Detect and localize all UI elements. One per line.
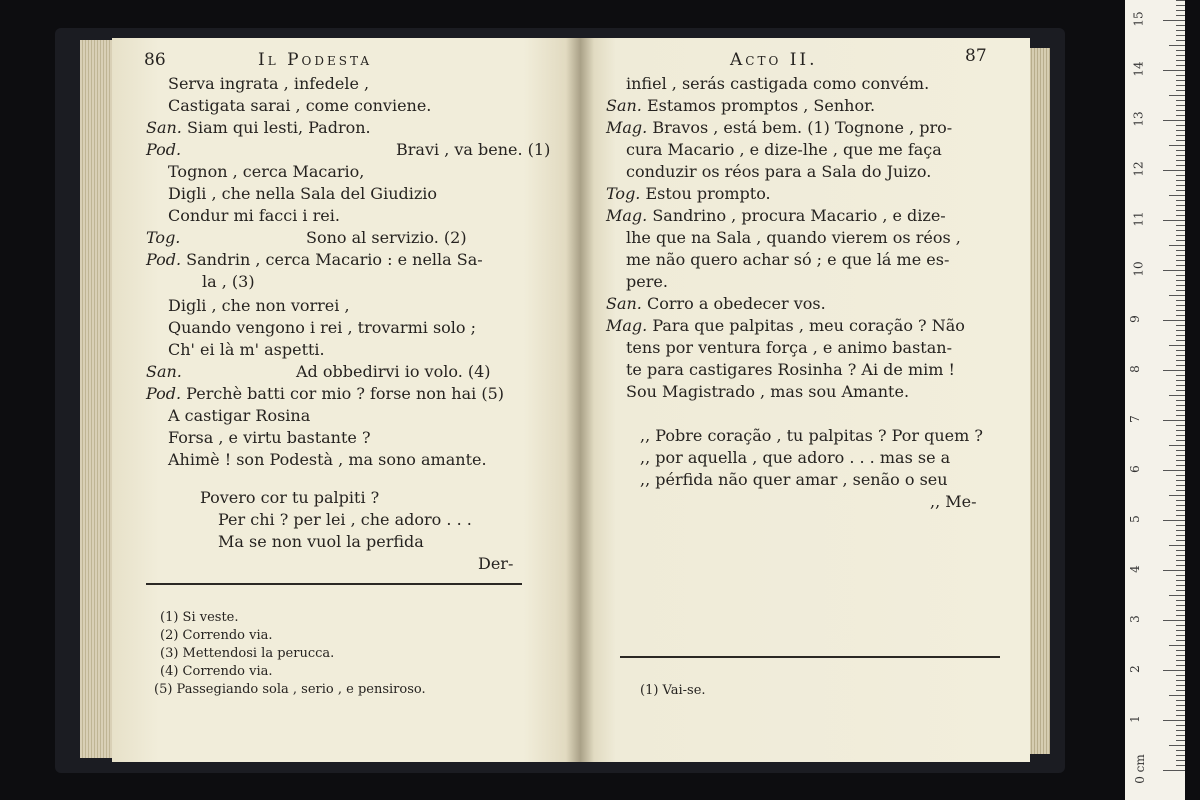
ruler-tick (1169, 295, 1185, 296)
ruler-tick (1169, 145, 1185, 146)
right-footnote-rule (620, 656, 1000, 658)
ruler-tick (1176, 285, 1185, 286)
ruler-tick (1176, 665, 1185, 666)
left-line-21: Ma se non vuol la perfida (218, 532, 424, 551)
left-footnote-1: (1) Si veste. (160, 610, 239, 625)
ruler-tick (1176, 30, 1185, 31)
right-line-14: te para castigares Rosinha ? Ai de mim ! (626, 360, 955, 379)
ruler-tick (1176, 465, 1185, 466)
right-line-10: pere. (626, 272, 668, 291)
left-line-5: Tognon , cerca Macario, (168, 162, 365, 181)
ruler-tick (1176, 5, 1185, 6)
ruler-tick (1176, 185, 1185, 186)
ruler-tick (1169, 645, 1185, 646)
ruler-tick (1169, 195, 1185, 196)
ruler-tick (1176, 765, 1185, 766)
ruler-tick (1176, 0, 1185, 1)
ruler-tick (1176, 385, 1185, 386)
ruler-tick (1176, 585, 1185, 586)
ruler-tick (1176, 160, 1185, 161)
ruler-tick (1176, 335, 1185, 336)
right-line-19: ,, Me- (930, 492, 977, 511)
ruler-tick (1176, 535, 1185, 536)
ruler-tick (1176, 430, 1185, 431)
ruler-tick (1169, 245, 1185, 246)
ruler-tick (1176, 530, 1185, 531)
ruler-tick (1176, 235, 1185, 236)
measuring-ruler (1125, 0, 1185, 800)
ruler-tick (1176, 515, 1185, 516)
ruler-tick (1176, 90, 1185, 91)
left-footnote-4: (4) Correndo via. (160, 664, 273, 679)
left-line-10: la , (3) (202, 272, 255, 291)
left-line-17: Forsa , e virtu bastante ? (168, 428, 371, 447)
ruler-tick (1176, 165, 1185, 166)
ruler-tick (1176, 350, 1185, 351)
ruler-tick (1176, 85, 1185, 86)
ruler-tick (1163, 220, 1185, 221)
ruler-tick (1176, 480, 1185, 481)
ruler-tick (1176, 510, 1185, 511)
ruler-label: 15 (1131, 11, 1146, 27)
ruler-tick (1176, 190, 1185, 191)
ruler-tick (1176, 105, 1185, 106)
ruler-tick (1176, 225, 1185, 226)
ruler-tick (1176, 255, 1185, 256)
ruler-tick (1163, 620, 1185, 621)
ruler-tick (1176, 150, 1185, 151)
ruler-tick (1176, 450, 1185, 451)
ruler-tick (1176, 650, 1185, 651)
left-line-8: Tog. Sono al servizio. (2) (146, 228, 467, 247)
ruler-tick (1163, 770, 1185, 771)
right-line-12: Mag. Para que palpitas , meu coração ? Não (606, 316, 965, 335)
ruler-tick (1176, 600, 1185, 601)
ruler-tick (1176, 415, 1185, 416)
ruler-tick (1176, 760, 1185, 761)
left-line-22: Der- (478, 554, 514, 573)
ruler-tick (1176, 180, 1185, 181)
ruler-tick (1176, 305, 1185, 306)
ruler-tick (1163, 370, 1185, 371)
right-page (580, 38, 1030, 762)
ruler-tick (1176, 390, 1185, 391)
ruler-tick (1176, 110, 1185, 111)
ruler-tick (1176, 55, 1185, 56)
ruler-tick (1169, 445, 1185, 446)
left-line-7: Condur mi facci i rei. (168, 206, 340, 225)
ruler-tick (1176, 435, 1185, 436)
left-line-16: A castigar Rosina (168, 406, 311, 425)
ruler-tick (1176, 460, 1185, 461)
ruler-tick (1176, 675, 1185, 676)
right-line-8: lhe que na Sala , quando vierem os réos , (626, 228, 961, 247)
right-line-13: tens por ventura força , e animo bastan- (626, 338, 952, 357)
left-line-11: Digli , che non vorrei , (168, 296, 350, 315)
ruler-tick (1176, 300, 1185, 301)
ruler-tick (1176, 750, 1185, 751)
ruler-tick (1176, 565, 1185, 566)
left-line-18: Ahimè ! son Podestà , ma sono amante. (168, 450, 487, 469)
ruler-tick (1176, 725, 1185, 726)
ruler-tick (1176, 690, 1185, 691)
ruler-tick (1169, 745, 1185, 746)
ruler-tick (1176, 630, 1185, 631)
ruler-tick (1176, 330, 1185, 331)
ruler-tick (1176, 290, 1185, 291)
ruler-tick (1176, 50, 1185, 51)
ruler-tick (1176, 215, 1185, 216)
ruler-tick (1176, 455, 1185, 456)
ruler-tick (1176, 75, 1185, 76)
ruler-tick (1169, 95, 1185, 96)
ruler-tick (1176, 125, 1185, 126)
ruler-tick (1169, 395, 1185, 396)
ruler-tick (1176, 500, 1185, 501)
left-line-15: Pod. Perchè batti cor mio ? forse non hai (5) (146, 384, 505, 403)
ruler-tick (1163, 70, 1185, 71)
ruler-tick (1176, 555, 1185, 556)
ruler-label: 13 (1131, 111, 1146, 127)
ruler-tick (1176, 140, 1185, 141)
ruler-tick (1176, 440, 1185, 441)
ruler-tick (1176, 715, 1185, 716)
ruler-tick (1163, 420, 1185, 421)
ruler-tick (1176, 35, 1185, 36)
ruler-label: 0 cm (1132, 754, 1147, 784)
right-line-15: Sou Magistrado , mas sou Amante. (626, 382, 910, 401)
ruler-tick (1176, 735, 1185, 736)
ruler-tick (1176, 375, 1185, 376)
ruler-tick (1163, 570, 1185, 571)
ruler-tick (1176, 755, 1185, 756)
ruler-label: 2 (1127, 665, 1142, 673)
ruler-tick (1176, 15, 1185, 16)
ruler-label: 1 (1127, 715, 1142, 723)
right-line-6: Tog. Estou prompto. (606, 184, 771, 203)
left-line-12: Quando vengono i rei , trovarmi solo ; (168, 318, 477, 337)
right-line-17: ,, por aquella , que adoro . . . mas se a (640, 448, 951, 467)
ruler-tick (1176, 730, 1185, 731)
right-line-4: cura Macario , e dize-lhe , que me faça (626, 140, 942, 159)
ruler-tick (1169, 545, 1185, 546)
ruler-tick (1176, 280, 1185, 281)
left-line-19: Povero cor tu palpiti ? (200, 488, 380, 507)
ruler-tick (1176, 525, 1185, 526)
ruler-tick (1176, 425, 1185, 426)
ruler-label: 11 (1131, 211, 1146, 227)
left-footnote-3: (3) Mettendosi la perucca. (160, 646, 335, 661)
ruler-tick (1176, 405, 1185, 406)
ruler-tick (1176, 205, 1185, 206)
ruler-tick (1163, 320, 1185, 321)
ruler-tick (1176, 210, 1185, 211)
ruler-tick (1176, 660, 1185, 661)
ruler-label: 4 (1127, 565, 1142, 573)
ruler-tick (1176, 475, 1185, 476)
ruler-tick (1176, 100, 1185, 101)
left-footnote-rule (146, 583, 522, 585)
ruler-tick (1176, 250, 1185, 251)
ruler-tick (1176, 115, 1185, 116)
ruler-tick (1176, 400, 1185, 401)
ruler-tick (1176, 260, 1185, 261)
ruler-tick (1176, 265, 1185, 266)
ruler-tick (1169, 695, 1185, 696)
left-line-9: Pod. Sandrin , cerca Macario : e nella Sa- (146, 250, 483, 269)
ruler-tick (1176, 610, 1185, 611)
left-folio: 86 (144, 50, 166, 70)
right-line-3: Mag. Bravos , está bem. (1) Tognone , pro- (606, 118, 953, 137)
ruler-tick (1176, 580, 1185, 581)
ruler-tick (1169, 345, 1185, 346)
ruler-tick (1176, 80, 1185, 81)
ruler-tick (1176, 315, 1185, 316)
ruler-tick (1176, 605, 1185, 606)
ruler-label: 14 (1131, 61, 1146, 77)
left-line-13: Ch' ei là m' aspetti. (168, 340, 325, 359)
right-line-5: conduzir os réos para a Sala do Juizo. (626, 162, 932, 181)
ruler-tick (1176, 200, 1185, 201)
ruler-label: 9 (1127, 315, 1142, 323)
ruler-label: 3 (1127, 615, 1142, 623)
ruler-tick (1176, 380, 1185, 381)
ruler-tick (1176, 60, 1185, 61)
ruler-tick (1176, 540, 1185, 541)
ruler-tick (1176, 365, 1185, 366)
ruler-label: 10 (1131, 261, 1146, 277)
ruler-tick (1176, 65, 1185, 66)
ruler-tick (1169, 595, 1185, 596)
ruler-tick (1176, 310, 1185, 311)
ruler-tick (1176, 655, 1185, 656)
right-footnote-1: (1) Vai-se. (640, 683, 706, 698)
right-line-7: Mag. Sandrino , procura Macario , e dize- (606, 206, 946, 225)
ruler-tick (1176, 705, 1185, 706)
ruler-tick (1163, 720, 1185, 721)
ruler-tick (1176, 560, 1185, 561)
ruler-tick (1176, 360, 1185, 361)
right-line-1: infiel , serás castigada como convém. (626, 74, 930, 93)
left-line-6: Digli , che nella Sala del Giudizio (168, 184, 438, 203)
right-line-18: ,, pérfida não quer amar , senão o seu (640, 470, 948, 489)
ruler-tick (1176, 740, 1185, 741)
left-line-20: Per chi ? per lei , che adoro . . . (218, 510, 472, 529)
left-running-head: Il Podesta (258, 50, 372, 70)
ruler-tick (1176, 640, 1185, 641)
ruler-tick (1176, 130, 1185, 131)
ruler-tick (1176, 615, 1185, 616)
ruler-tick (1176, 485, 1185, 486)
ruler-tick (1176, 275, 1185, 276)
ruler-tick (1169, 45, 1185, 46)
left-line-3: San. Siam qui lesti, Padron. (146, 118, 371, 137)
ruler-tick (1163, 20, 1185, 21)
ruler-tick (1176, 155, 1185, 156)
left-line-14: San. Ad obbedirvi io volo. (4) (146, 362, 491, 381)
ruler-tick (1163, 270, 1185, 271)
left-line-1: Serva ingrata , infedele , (168, 74, 370, 93)
ruler-tick (1176, 490, 1185, 491)
ruler-tick (1176, 550, 1185, 551)
ruler-tick (1176, 590, 1185, 591)
ruler-tick (1176, 230, 1185, 231)
ruler-tick (1163, 170, 1185, 171)
ruler-tick (1176, 10, 1185, 11)
ruler-label: 12 (1131, 161, 1146, 177)
ruler-tick (1176, 685, 1185, 686)
ruler-label: 6 (1127, 465, 1142, 473)
left-line-4: Pod. Bravi , va bene. (1) (146, 140, 551, 159)
ruler-tick (1176, 410, 1185, 411)
ruler-tick (1169, 495, 1185, 496)
ruler-tick (1176, 25, 1185, 26)
ruler-tick (1176, 700, 1185, 701)
ruler-tick (1176, 135, 1185, 136)
right-line-11: San. Corro a obedecer vos. (606, 294, 826, 313)
right-line-9: me não quero achar só ; e que lá me es- (626, 250, 950, 269)
ruler-tick (1176, 680, 1185, 681)
ruler-tick (1176, 575, 1185, 576)
left-footnote-5: (5) Passegiando sola , serio , e pensiroso. (154, 682, 426, 697)
ruler-tick (1176, 625, 1185, 626)
ruler-label: 5 (1127, 515, 1142, 523)
left-footnote-2: (2) Correndo via. (160, 628, 273, 643)
ruler-tick (1176, 240, 1185, 241)
ruler-tick (1163, 670, 1185, 671)
ruler-tick (1176, 710, 1185, 711)
left-line-2: Castigata sarai , come conviene. (168, 96, 432, 115)
ruler-tick (1176, 325, 1185, 326)
ruler-tick (1176, 355, 1185, 356)
ruler-tick (1176, 175, 1185, 176)
ruler-label: 8 (1127, 365, 1142, 373)
book-gutter (566, 38, 594, 762)
ruler-label: 7 (1127, 415, 1142, 423)
ruler-tick (1163, 120, 1185, 121)
ruler-tick (1176, 635, 1185, 636)
ruler-tick (1176, 505, 1185, 506)
right-line-16: ,, Pobre coração , tu palpitas ? Por quem ? (640, 426, 983, 445)
right-line-2: San. Estamos promptos , Senhor. (606, 96, 876, 115)
right-running-head: Acto II. (730, 50, 818, 70)
ruler-tick (1176, 340, 1185, 341)
ruler-tick (1163, 470, 1185, 471)
ruler-tick (1176, 40, 1185, 41)
right-folio: 87 (965, 46, 987, 66)
ruler-tick (1163, 520, 1185, 521)
left-page (112, 38, 580, 762)
